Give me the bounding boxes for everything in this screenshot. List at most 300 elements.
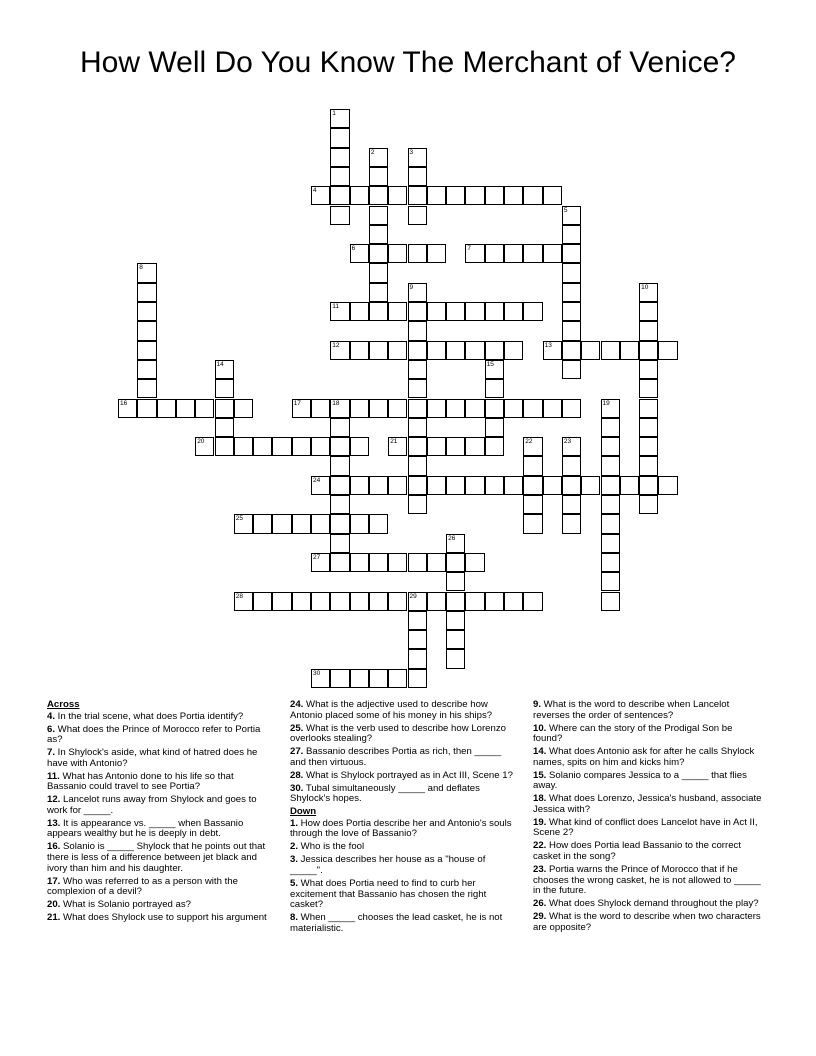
cell-number: 22 [525,438,533,446]
grid-cell[interactable] [562,244,581,263]
grid-cell[interactable] [639,418,658,437]
grid-cell[interactable] [388,244,407,263]
grid-cell[interactable] [601,399,620,418]
grid-cell[interactable] [601,592,620,611]
grid-cell[interactable] [176,399,195,418]
grid-cell[interactable] [369,283,388,302]
grid-cell[interactable] [350,186,369,205]
grid-cell[interactable] [601,476,620,495]
grid-cell[interactable] [465,553,484,572]
grid-cell[interactable] [330,206,349,225]
grid-cell[interactable] [215,437,234,456]
cell-number: 29 [409,592,417,600]
grid-cell[interactable] [465,437,484,456]
grid-cell[interactable] [601,514,620,533]
clue-text: What is the word to describe when Lancelot reverses the order of sentences? [533,699,730,721]
grid-cell[interactable] [658,341,677,360]
clue-number: 20. [47,899,61,911]
grid-cell[interactable] [137,399,156,418]
grid-cell[interactable] [292,437,311,456]
clue-text: What is Shylock portrayed as in Act III, Scene 1? [303,769,513,781]
grid-cell[interactable] [639,437,658,456]
grid-cell[interactable] [485,592,504,611]
clue-text: Solanio is _____ Shylock that he points out that there is less of a difference between jet black and ivory than him and his daughter. [47,841,266,874]
cell-number: 9 [409,283,414,291]
grid-cell[interactable] [465,302,484,321]
grid-cell[interactable] [562,456,581,475]
clue [533,841,763,862]
cell-number: 16 [120,399,128,407]
grid-cell[interactable] [311,669,330,688]
clue-number: 5. [290,878,299,890]
clue-number: 25. [290,722,304,734]
grid-cell[interactable] [253,514,272,533]
grid-cell[interactable] [601,456,620,475]
grid-cell[interactable] [234,399,253,418]
grid-cell[interactable] [639,379,658,398]
grid-cell[interactable] [408,186,427,205]
grid-cell[interactable] [523,244,542,263]
clue-text: Who is the fool [298,841,365,853]
clue-number: 3. [290,854,299,866]
cell-number: 10 [641,283,649,291]
grid-cell[interactable] [369,148,388,167]
grid-cell[interactable] [388,399,407,418]
grid-cell[interactable] [639,283,658,302]
cell-number: 15 [486,360,494,368]
grid-cell[interactable] [543,476,562,495]
clue [47,900,275,911]
grid-cell[interactable] [369,514,388,533]
grid-cell[interactable] [427,186,446,205]
grid-cell[interactable] [601,553,620,572]
grid-cell[interactable] [562,514,581,533]
grid-cell[interactable] [446,611,465,630]
grid-cell[interactable] [369,476,388,495]
grid-cell[interactable] [388,592,407,611]
grid-cell[interactable] [543,186,562,205]
grid-cell[interactable] [408,341,427,360]
clue [533,865,763,897]
grid-cell[interactable] [292,399,311,418]
grid-cell[interactable] [330,109,349,128]
clue-column-2 [290,700,518,937]
grid-cell[interactable] [330,456,349,475]
grid-cell[interactable] [504,476,523,495]
grid-cell[interactable] [311,514,330,533]
grid-cell[interactable] [272,514,291,533]
grid-cell[interactable] [272,592,291,611]
grid-cell[interactable] [272,437,291,456]
grid-cell[interactable] [639,321,658,340]
clue [290,724,518,745]
cell-number: 28 [235,592,244,600]
grid-cell[interactable] [215,360,234,379]
grid-cell[interactable] [408,379,427,398]
clue-text: What is Solanio portrayed as? [60,899,191,911]
clue-text: When _____ chooses the lead casket, he is not materialistic. [290,912,503,934]
grid-cell[interactable] [446,341,465,360]
grid-cell[interactable] [195,399,214,418]
grid-cell[interactable] [408,669,427,688]
clue [533,771,763,792]
cell-number: 5 [563,206,568,214]
grid-cell[interactable] [543,341,562,360]
grid-cell[interactable] [427,302,446,321]
grid-cell[interactable] [639,495,658,514]
cell-number: 30 [313,669,321,677]
cell-number: 6 [351,245,356,253]
grid-cell[interactable] [485,302,504,321]
grid-cell[interactable] [523,302,542,321]
grid-cell[interactable] [562,476,581,495]
clue-text: What does Lorenzo, Jessica's husband, associate Jessica with? [533,793,762,815]
clue-number: 14. [533,746,547,758]
grid-cell[interactable] [562,206,581,225]
grid-cell[interactable] [330,437,349,456]
grid-cell[interactable] [350,669,369,688]
clue [47,877,275,898]
grid-cell[interactable] [350,553,369,572]
grid-cell[interactable] [658,476,677,495]
grid-cell[interactable] [446,534,465,553]
grid-cell[interactable] [562,263,581,282]
down-clue-list [290,819,518,935]
clue-text: In Shylock's aside, what kind of hatred does he have with Antonio? [47,747,258,769]
grid-cell[interactable] [523,456,542,475]
clue [47,712,275,723]
grid-cell[interactable] [523,495,542,514]
grid-cell[interactable] [330,476,349,495]
cell-number: 27 [313,553,321,561]
grid-cell[interactable] [427,244,446,263]
clue-number: 19. [533,816,547,828]
grid-cell[interactable] [465,399,484,418]
clue-number: 23. [533,864,547,876]
cell-number: 12 [332,341,340,349]
grid-cell[interactable] [523,476,542,495]
clue [533,912,763,933]
grid-cell[interactable] [408,283,427,302]
grid-cell[interactable] [562,283,581,302]
grid-cell[interactable] [446,592,465,611]
clue-text: What is the verb used to describe how Lorenzo overlooks stealing? [290,722,506,745]
grid-cell[interactable] [543,399,562,418]
grid-cell[interactable] [215,379,234,398]
clue [290,771,518,782]
grid-cell[interactable] [369,206,388,225]
clue-number: 22. [533,840,547,852]
grid-cell[interactable] [408,399,427,418]
grid-cell[interactable] [350,244,369,263]
grid-cell[interactable] [311,592,330,611]
grid-cell[interactable] [408,630,427,649]
grid-cell[interactable] [234,514,253,533]
grid-cell[interactable] [427,553,446,572]
clue-text: What is the adjective used to describe how Antonio placed some of his money in his ships? [290,699,493,721]
grid-cell[interactable] [195,437,214,456]
clue-text: Jessica describes her house as a "house of _____". [290,854,486,877]
grid-cell[interactable] [639,341,658,360]
grid-cell[interactable] [157,399,176,418]
grid-cell[interactable] [330,302,349,321]
grid-cell[interactable] [523,437,542,456]
clue [290,879,518,911]
grid-cell[interactable] [446,630,465,649]
grid-cell[interactable] [446,186,465,205]
grid-cell[interactable] [620,341,639,360]
grid-cell[interactable] [137,302,156,321]
grid-cell[interactable] [330,128,349,147]
cell-number: 11 [332,303,340,310]
clue [290,842,518,853]
grid-cell[interactable] [253,437,272,456]
grid-cell[interactable] [408,495,427,514]
clue-text: What is the word to describe when two characters are opposite? [533,911,761,933]
grid-cell[interactable] [311,476,330,495]
grid-cell[interactable] [388,476,407,495]
grid-cell[interactable] [408,418,427,437]
grid-cell[interactable] [350,592,369,611]
grid-cell[interactable] [408,553,427,572]
clue [533,747,763,768]
grid-cell[interactable] [485,341,504,360]
cell-number: 20 [197,438,205,446]
grid-cell[interactable] [234,592,253,611]
grid-cell[interactable] [369,399,388,418]
grid-cell[interactable] [427,437,446,456]
grid-cell[interactable] [408,244,427,263]
clue-text: Solanio compares Jessica to a _____ that flies away. [533,769,747,792]
grid-cell[interactable] [446,302,465,321]
grid-cell[interactable] [562,437,581,456]
clue-text: What does Shylock demand throughout the play? [546,898,759,910]
grid-cell[interactable] [330,534,349,553]
grid-cell[interactable] [562,341,581,360]
grid-cell[interactable] [408,206,427,225]
grid-cell[interactable] [504,186,523,205]
grid-cell[interactable] [408,167,427,186]
grid-cell[interactable] [562,321,581,340]
grid-cell[interactable] [562,360,581,379]
clue [47,795,275,816]
grid-cell[interactable] [311,186,330,205]
grid-cell[interactable] [523,186,542,205]
clue-text: What does the Prince of Morocco refer to Portia as? [47,723,261,746]
grid-cell[interactable] [350,399,369,418]
grid-cell[interactable] [601,495,620,514]
clue-text: How does Portia describe her and Antonio's souls through the love of Bassanio? [290,817,512,840]
grid-cell[interactable] [485,418,504,437]
grid-cell[interactable] [350,302,369,321]
grid-cell[interactable] [601,418,620,437]
grid-cell[interactable] [485,186,504,205]
grid-cell[interactable] [369,669,388,688]
clue-number: 10. [533,722,547,734]
grid-cell[interactable] [369,592,388,611]
grid-cell[interactable] [234,437,253,456]
grid-cell[interactable] [446,553,465,572]
grid-cell[interactable] [369,553,388,572]
clue [47,842,275,874]
grid-cell[interactable] [562,225,581,244]
clue-column-3 [533,700,763,936]
grid-cell[interactable] [465,186,484,205]
clue-number: 1. [290,817,299,829]
grid-cell[interactable] [543,244,562,263]
grid-cell[interactable] [408,437,427,456]
grid-cell[interactable] [446,572,465,591]
clue-text: What does Shylock use to support his argument [60,912,267,924]
grid-cell[interactable] [485,379,504,398]
grid-cell[interactable] [465,592,484,611]
grid-cell[interactable] [330,553,349,572]
grid-cell[interactable] [137,341,156,360]
cell-number: 1 [332,110,336,117]
clue [290,784,518,805]
grid-cell[interactable] [330,495,349,514]
grid-cell[interactable] [601,341,620,360]
clue-number: 30. [290,782,304,794]
grid-cell[interactable] [408,302,427,321]
grid-cell[interactable] [388,186,407,205]
clue [533,818,763,839]
grid-cell[interactable] [504,341,523,360]
grid-cell[interactable] [350,341,369,360]
grid-cell[interactable] [446,476,465,495]
grid-cell[interactable] [620,476,639,495]
grid-cell[interactable] [408,592,427,611]
grid-cell[interactable] [330,418,349,437]
cell-number: 7 [467,245,472,253]
grid-cell[interactable] [581,341,600,360]
grid-cell[interactable] [330,592,349,611]
grid-cell[interactable] [485,360,504,379]
grid-cell[interactable] [369,341,388,360]
grid-cell[interactable] [504,399,523,418]
grid-cell[interactable] [388,341,407,360]
grid-cell[interactable] [369,302,388,321]
grid-cell[interactable] [485,244,504,263]
grid-cell[interactable] [330,186,349,205]
grid-cell[interactable] [330,669,349,688]
grid-cell[interactable] [427,399,446,418]
grid-cell[interactable] [465,341,484,360]
grid-cell[interactable] [369,263,388,282]
grid-cell[interactable] [137,379,156,398]
grid-cell[interactable] [292,514,311,533]
grid-cell[interactable] [639,360,658,379]
grid-cell[interactable] [562,302,581,321]
grid-cell[interactable] [388,437,407,456]
grid-cell[interactable] [465,476,484,495]
grid-cell[interactable] [601,437,620,456]
grid-cell[interactable] [504,592,523,611]
grid-cell[interactable] [446,437,465,456]
grid-cell[interactable] [408,476,427,495]
grid-cell[interactable] [137,321,156,340]
grid-cell[interactable] [639,456,658,475]
grid-cell[interactable] [369,244,388,263]
clue-text: What does Antonio ask for after he calls Shylock names, spits on him and kicks him? [533,746,755,768]
grid-cell[interactable] [427,592,446,611]
grid-cell[interactable] [427,476,446,495]
grid-cell[interactable] [485,399,504,418]
grid-cell[interactable] [581,476,600,495]
grid-cell[interactable] [369,186,388,205]
grid-cell[interactable] [562,399,581,418]
grid-cell[interactable] [504,302,523,321]
grid-cell[interactable] [408,611,427,630]
grid-cell[interactable] [562,495,581,514]
grid-cell[interactable] [446,649,465,668]
grid-cell[interactable] [523,514,542,533]
grid-cell[interactable] [388,553,407,572]
grid-cell[interactable] [330,514,349,533]
grid-cell[interactable] [330,341,349,360]
grid-cell[interactable] [504,244,523,263]
grid-cell[interactable] [408,321,427,340]
grid-cell[interactable] [408,649,427,668]
grid-cell[interactable] [601,534,620,553]
grid-cell[interactable] [388,669,407,688]
grid-cell[interactable] [427,341,446,360]
grid-cell[interactable] [330,148,349,167]
clue-text: It is appearance vs. _____ when Bassanio appears wealthy but he is deeply in debt. [47,817,244,840]
grid-cell[interactable] [215,399,234,418]
grid-cell[interactable] [369,167,388,186]
grid-cell[interactable] [350,437,369,456]
grid-cell[interactable] [253,592,272,611]
clue-text: Tubal simultaneously _____ and deflates Shylock's hopes. [290,782,480,805]
grid-cell[interactable] [215,418,234,437]
grid-cell[interactable] [350,514,369,533]
grid-cell[interactable] [311,399,330,418]
grid-cell[interactable] [639,399,658,418]
clue-number: 17. [47,875,61,887]
grid-cell[interactable] [330,167,349,186]
grid-cell[interactable] [408,360,427,379]
grid-cell[interactable] [137,263,156,282]
cell-number: 18 [332,399,340,407]
grid-cell[interactable] [388,302,407,321]
grid-cell[interactable] [485,476,504,495]
grid-cell[interactable] [311,553,330,572]
clue-text: Lancelot runs away from Shylock and goes to work for _____. [47,794,257,816]
grid-cell[interactable] [639,476,658,495]
grid-cell[interactable] [369,225,388,244]
grid-cell[interactable] [523,399,542,418]
grid-cell[interactable] [311,437,330,456]
grid-cell[interactable] [137,283,156,302]
cell-number: 21 [390,438,398,446]
grid-cell[interactable] [408,456,427,475]
grid-cell[interactable] [292,592,311,611]
clue [47,772,275,793]
grid-cell[interactable] [639,302,658,321]
grid-cell[interactable] [485,437,504,456]
grid-cell[interactable] [465,244,484,263]
grid-cell[interactable] [118,399,137,418]
grid-cell[interactable] [350,476,369,495]
grid-cell[interactable] [408,148,427,167]
grid-cell[interactable] [137,360,156,379]
grid-cell[interactable] [601,572,620,591]
grid-cell[interactable] [330,399,349,418]
grid-cell[interactable] [523,592,542,611]
grid-cell[interactable] [446,399,465,418]
clue-number: 2. [290,841,299,853]
